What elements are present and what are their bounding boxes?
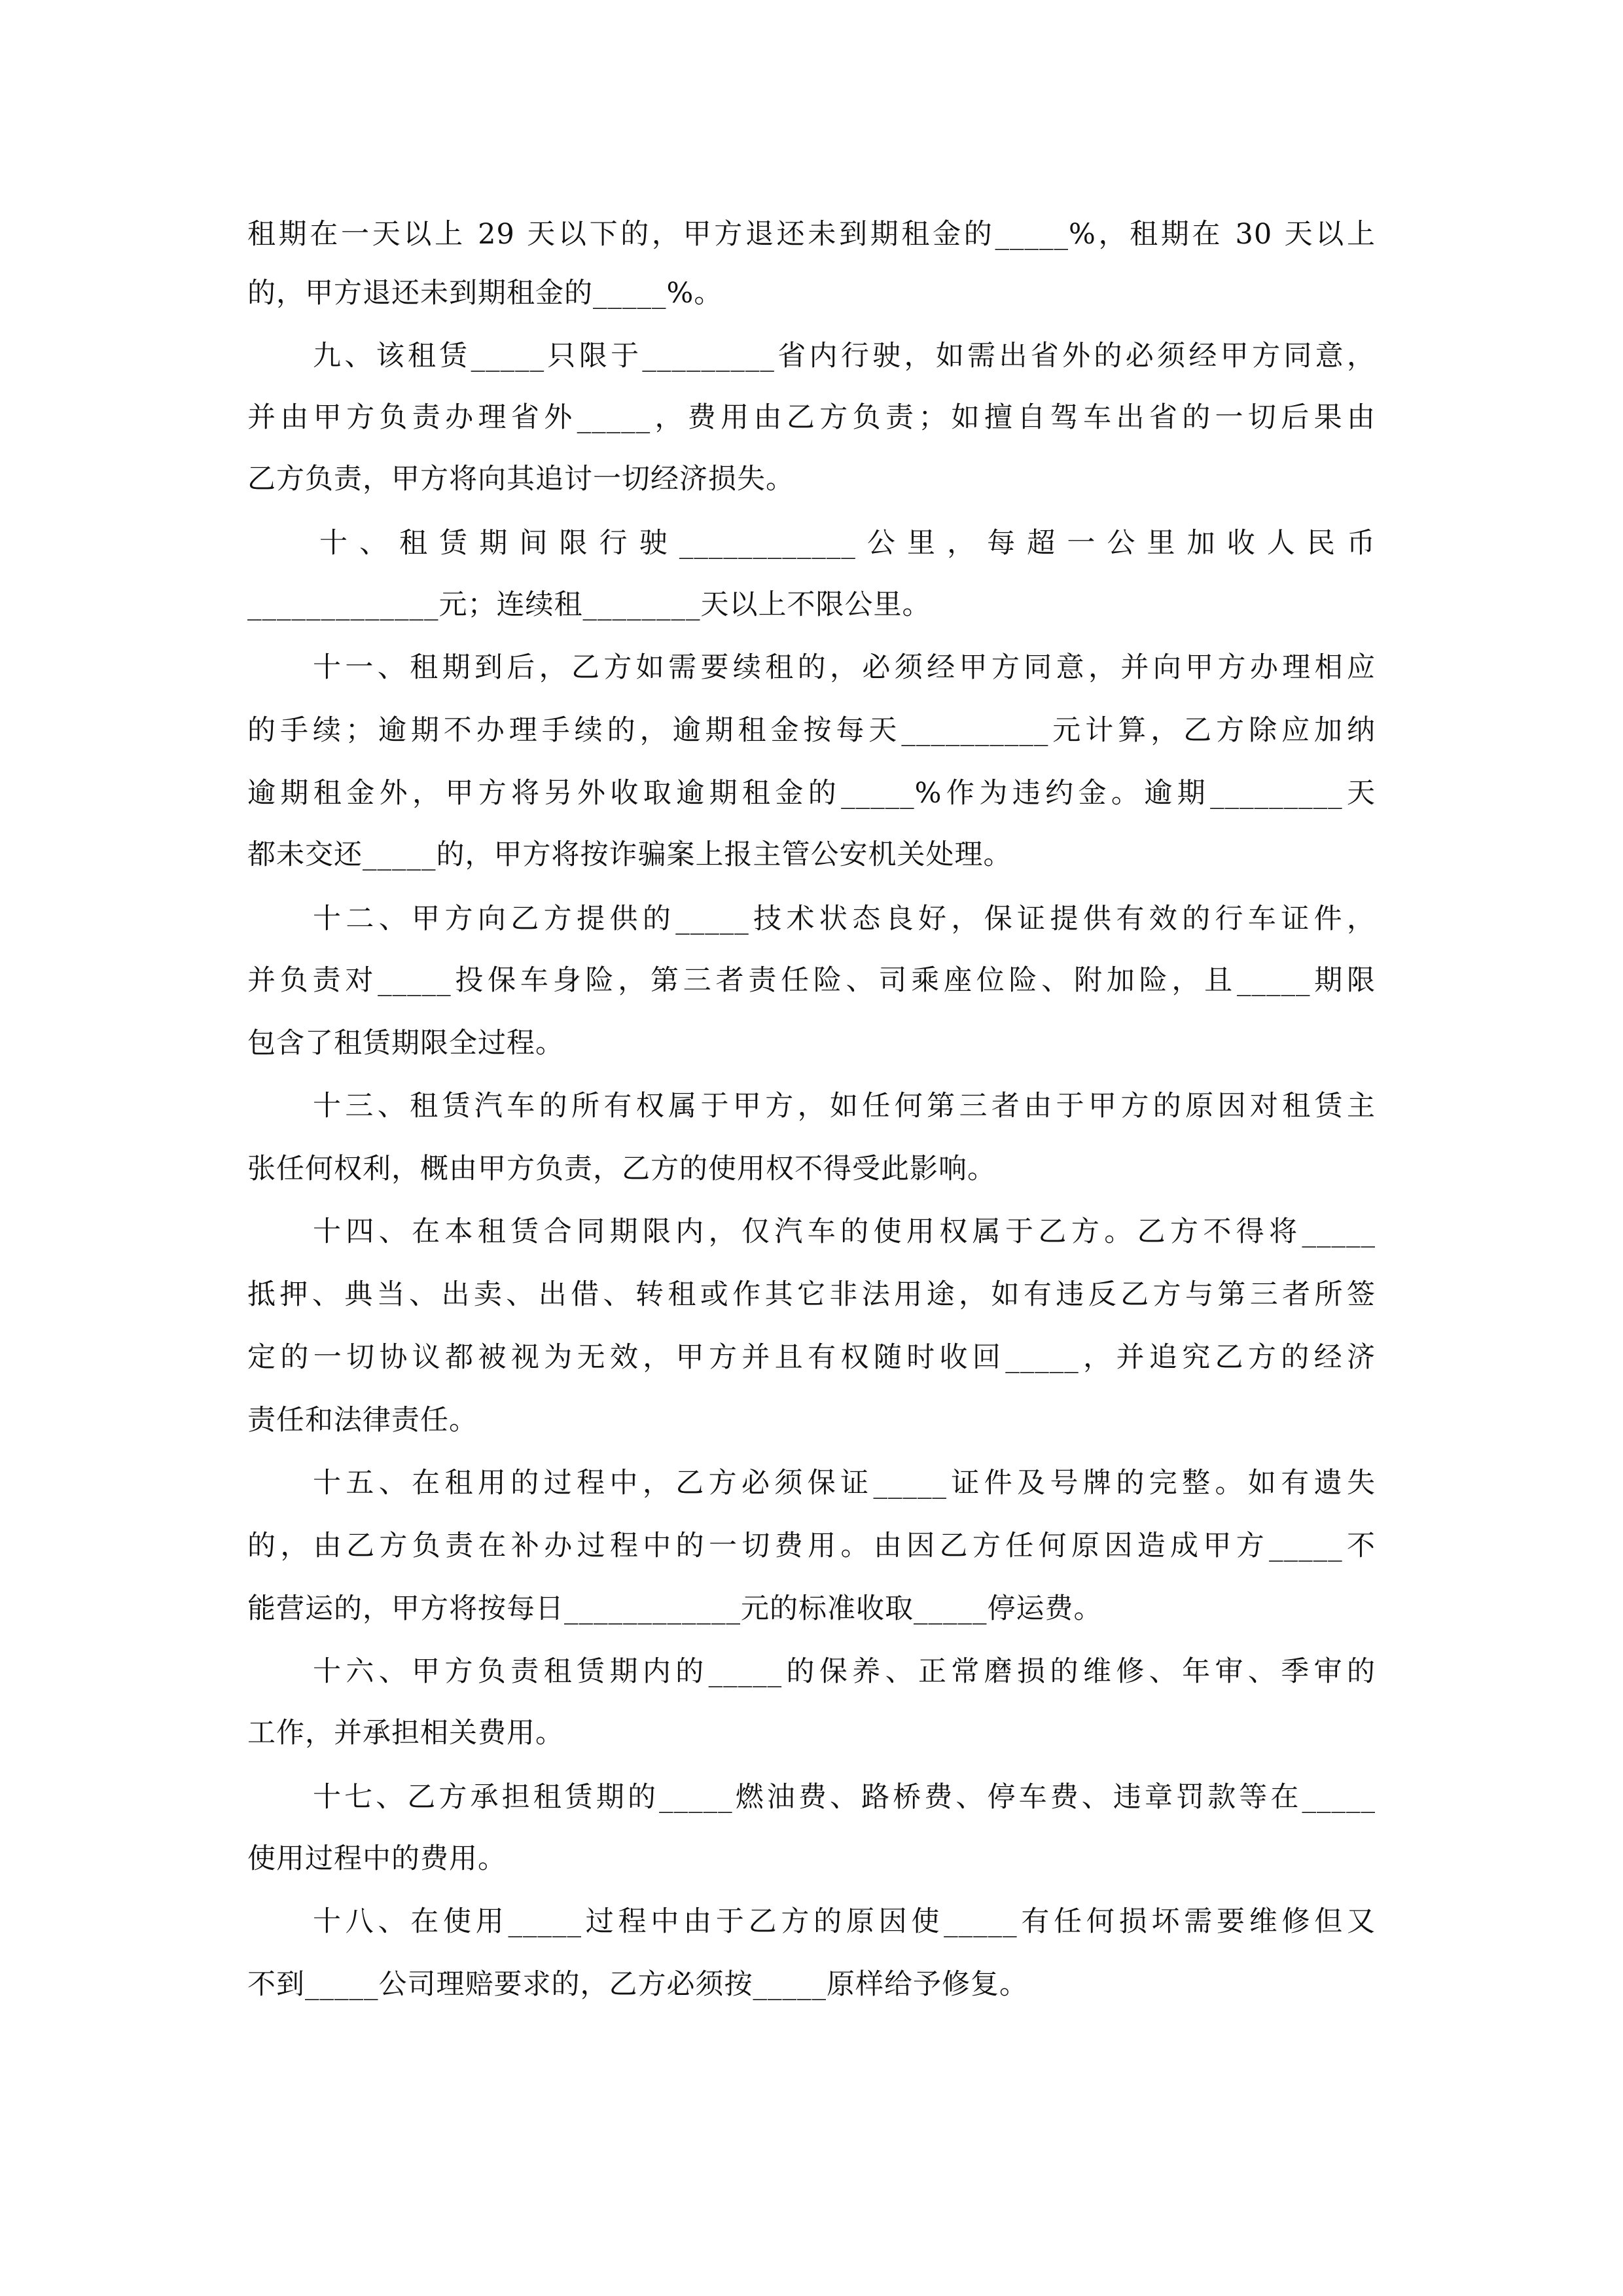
text-line: 并负责对_____投保车身险，第三者责任险、司乘座位险、附加险，且_____期限	[247, 964, 1376, 997]
text-line: 定的一切协议都被视为无效，甲方并且有权随时收回_____，并追究乙方的经济	[247, 1341, 1376, 1374]
text-line: 十五、在租用的过程中，乙方必须保证_____证件及号牌的完整。如有遗失	[313, 1467, 1376, 1499]
text-line: 不到_____公司理赔要求的，乙方必须按_____原样给予修复。	[247, 1968, 1028, 2001]
text-line: 租期在一天以上 29 天以下的，甲方退还未到期租金的_____%，租期在 30 天以上	[247, 218, 1376, 251]
text-line: 十三、租赁汽车的所有权属于甲方，如任何第三者由于甲方的原因对租赁主	[313, 1090, 1376, 1122]
text-line: 责任和法律责任。	[247, 1404, 478, 1437]
text-line: 能营运的，甲方将按每日____________元的标准收取_____停运费。	[247, 1592, 1103, 1625]
text-line: 工作，并承担相关费用。	[247, 1717, 564, 1749]
text-line: 十二、甲方向乙方提供的_____技术状态良好，保证提供有效的行车证件，	[313, 903, 1376, 935]
text-line: _____________元；连续租________天以上不限公里。	[247, 588, 931, 621]
text-line: 十、租赁期间限行驶____________公里，每超一公里加收人民币	[319, 527, 1376, 560]
text-line: 抵押、典当、出卖、出借、转租或作其它非法用途，如有违反乙方与第三者所签	[247, 1278, 1376, 1311]
text-line: 十六、甲方负责租赁期内的_____的保养、正常磨损的维修、年审、季审的	[313, 1655, 1376, 1688]
text-line: 张任何权利，概由甲方负责，乙方的使用权不得受此影响。	[247, 1153, 996, 1185]
text-line: 都未交还_____的，甲方将按诈骗案上报主管公安机关处理。	[247, 838, 1012, 871]
text-line: 十一、租期到后，乙方如需要续租的，必须经甲方同意，并向甲方办理相应	[313, 651, 1376, 684]
text-line: 包含了租赁期限全过程。	[247, 1027, 564, 1060]
text-line: 使用过程中的费用。	[247, 1842, 507, 1875]
text-line: 并由甲方负责办理省外_____，费用由乙方负责；如擅自驾车出省的一切后果由	[247, 401, 1376, 434]
text-line: 的，甲方退还未到期租金的_____%。	[247, 277, 723, 310]
text-line: 逾期租金外，甲方将另外收取逾期租金的_____%作为违约金。逾期_________天	[247, 777, 1376, 810]
text-line: 十七、乙方承担租赁期的_____燃油费、路桥费、停车费、违章罚款等在_____	[313, 1781, 1376, 1814]
text-line: 十四、在本租赁合同期限内，仅汽车的使用权属于乙方。乙方不得将_____	[313, 1215, 1376, 1248]
text-line: 乙方负责，甲方将向其追讨一切经济损失。	[247, 463, 794, 495]
text-line: 的手续；逾期不办理手续的，逾期租金按每天__________元计算，乙方除应加纳	[247, 714, 1376, 747]
text-line: 的，由乙方负责在补办过程中的一切费用。由因乙方任何原因造成甲方_____不	[247, 1530, 1376, 1562]
text-line: 十八、在使用_____过程中由于乙方的原因使_____有任何损坏需要维修但又	[313, 1905, 1376, 1938]
text-line: 九、该租赁_____只限于_________省内行驶，如需出省外的必须经甲方同意，	[313, 340, 1376, 372]
